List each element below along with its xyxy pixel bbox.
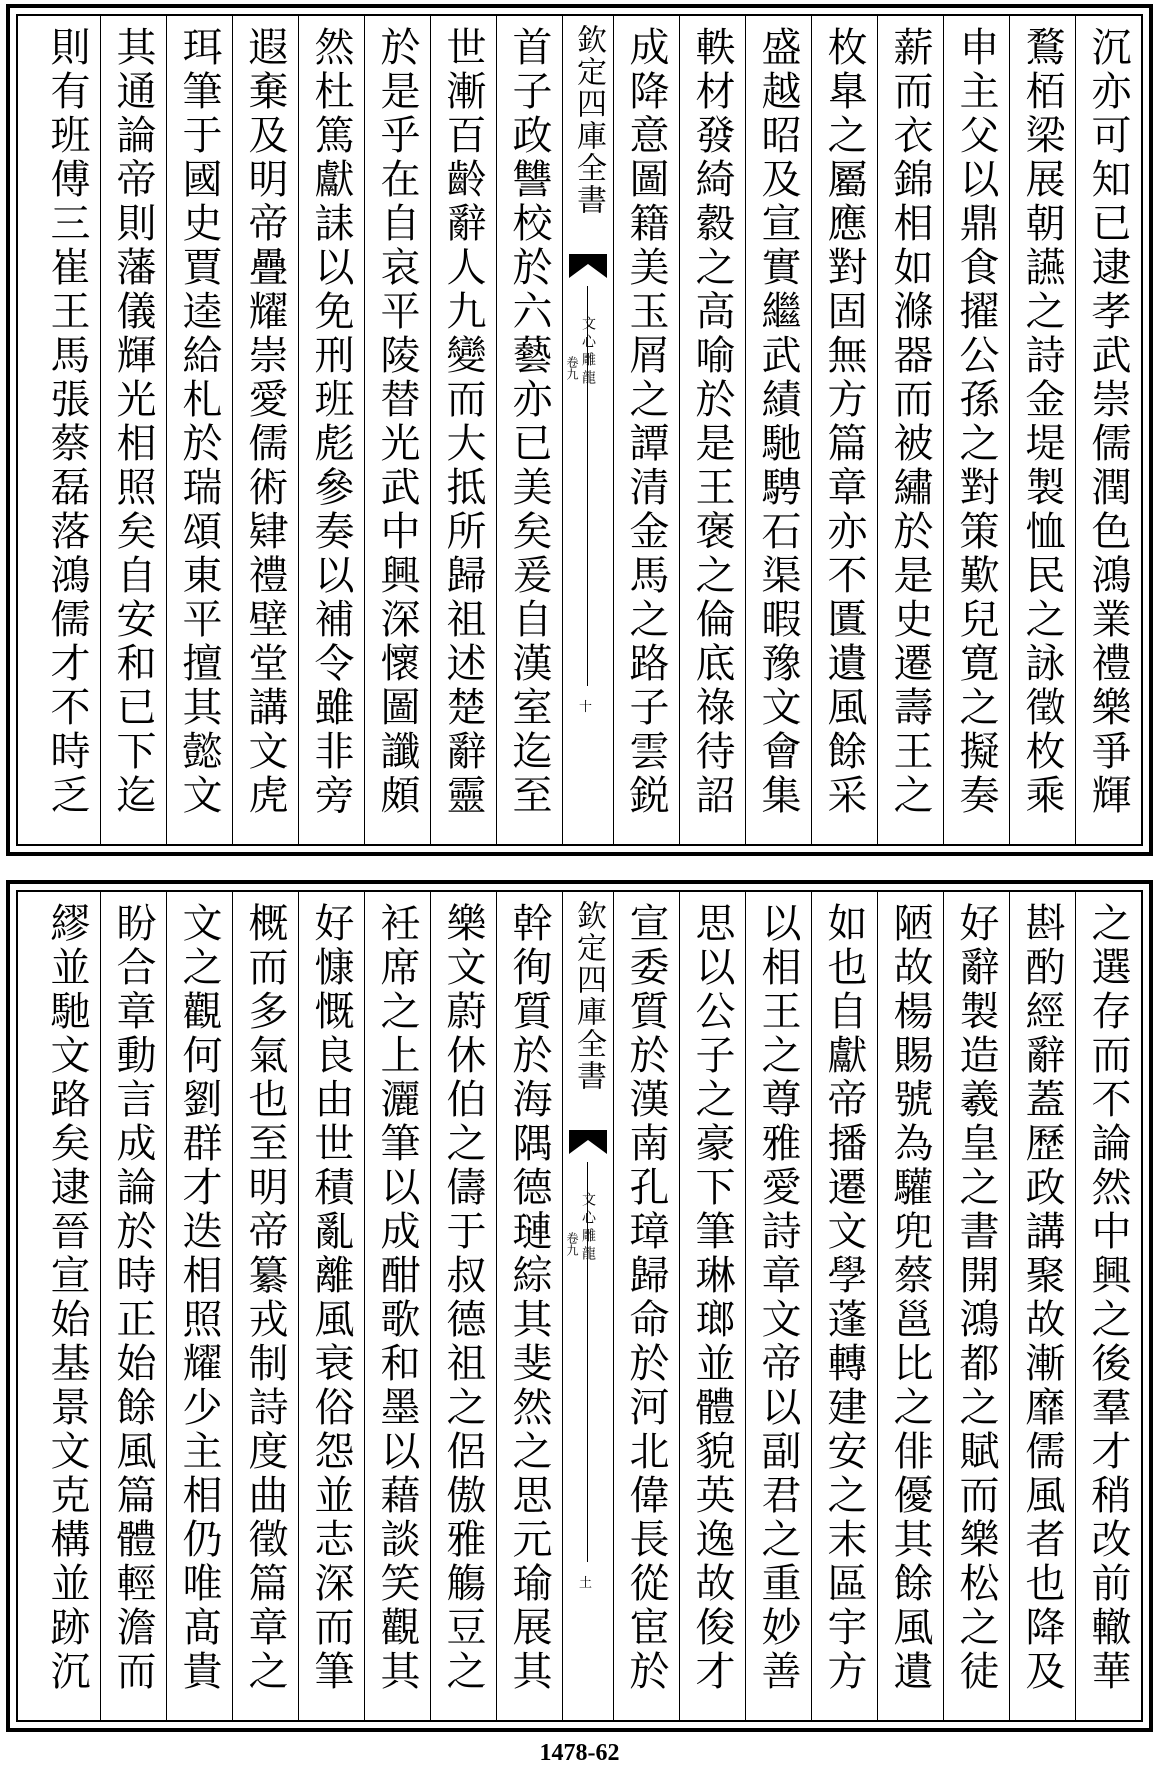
text-column: 樂文蔚休伯之儔于叔德祖之侶傲雅觴豆之: [430, 892, 496, 1720]
page-number: 土: [579, 1576, 593, 1591]
collection-title: 欽定四庫全書: [571, 900, 606, 1092]
text-column: 然杜篤獻誄以免刑班彪參奏以補令雖非旁: [298, 16, 364, 844]
text-column: 如也自獻帝播遷文學蓬轉建安之末區宇方: [811, 892, 877, 1720]
text-column: 首子政讐校於六藝亦已美矣爰自漢室迄至: [496, 16, 562, 844]
text-column: 思以公子之豪下筆琳瑯並體貌英逸故俊才: [679, 892, 745, 1720]
text-column: 鶩栢梁展朝讌之詩金堤製恤民之詠徵枚乘: [1009, 16, 1075, 844]
text-column: 沉亦可知已逮孝武崇儒潤色鴻業禮樂爭輝: [1075, 16, 1141, 844]
text-column: 文之觀何劉群才迭相照耀少主相仍唯髙貴: [166, 892, 232, 1720]
fish-tail-mark-icon: [569, 254, 607, 282]
page-frame: [16, 14, 1143, 846]
text-column: 珥筆于國史賈逵給札於瑞頌東平擅其懿文: [166, 16, 232, 844]
text-column: 盛越昭及宣實繼武績馳騁石渠暇豫文會集: [745, 16, 811, 844]
text-column: 好辭製造羲皇之書開鴻都之賦而樂松之徒: [943, 892, 1009, 1720]
page-panel-lower: [6, 880, 1153, 1732]
fish-tail-mark-icon: [569, 1130, 607, 1158]
center-margin: [562, 16, 613, 844]
text-column: 遐棄及明帝疊耀崇愛儒術肄禮壁堂講文虎: [232, 16, 298, 844]
text-columns: [18, 892, 1141, 1720]
text-column: 幹徇質於海隅德璉綜其斐然之思元瑜展其: [496, 892, 562, 1720]
text-column: 陋故楊賜號為驩兜蔡邕比之俳優其餘風遺: [877, 892, 943, 1720]
text-column: 宣委質於漢南孔璋歸命於河北偉長從宦於: [613, 892, 679, 1720]
text-column: 枚臯之屬應對固無方篇章亦不匱遺風餘采: [811, 16, 877, 844]
text-column: 世漸百齡辭人九變而大抵所歸祖述楚辭靈: [430, 16, 496, 844]
text-column: 之選存而不論然中興之後羣才稍改前轍華: [1075, 892, 1141, 1720]
text-column: 則有班傅三崔王馬張蔡磊落鴻儒才不時乏: [44, 26, 90, 818]
volume-label: 卷九: [565, 356, 579, 380]
text-column: 其通論帝則藩儀輝光相照矣自安和已下迄: [100, 16, 166, 844]
text-column: 好慷慨良由世積亂離風衰俗怨並志深而筆: [298, 892, 364, 1720]
text-column: 申主父以鼎食擢公孫之對策歎兒寛之擬奏: [943, 16, 1009, 844]
page-footer-number: 1478-62: [539, 1740, 620, 1766]
book-title: 文心雕龍: [580, 1192, 596, 1264]
text-column: 於是乎在自哀平陵替光武中興深懷圖讖頗: [364, 16, 430, 844]
text-columns: [18, 16, 1141, 844]
text-column: 盼合章動言成論於時正始餘風篇體輕澹而: [100, 892, 166, 1720]
text-column: 成降意圖籍美玉屑之譚清金馬之路子雲鋭: [613, 16, 679, 844]
text-column: 衽席之上灑筆以成酣歌和墨以藉談笑觀其: [364, 892, 430, 1720]
text-column: 斟酌經辭蓋歷政講聚故漸靡儒風者也降及: [1009, 892, 1075, 1720]
page-number: 十: [579, 700, 593, 715]
text-column: 概而多氣也至明帝纂戎制詩度曲徵篇章之: [232, 892, 298, 1720]
collection-title: 欽定四庫全書: [571, 24, 606, 216]
page-panel-upper: [6, 4, 1153, 856]
book-title: 文心雕龍: [580, 316, 596, 388]
volume-label: 卷九: [565, 1232, 579, 1256]
center-margin: [562, 892, 613, 1720]
text-column: 薪而衣錦相如滌器而被繡於是史遷壽王之: [877, 16, 943, 844]
text-column: 以相王之尊雅愛詩章文帝以副君之重妙善: [745, 892, 811, 1720]
page-frame: [16, 890, 1143, 1722]
text-column: 繆並馳文路矣逮晉宣始基景文克構並跡沉: [44, 902, 90, 1694]
text-column: 軼材發綺縠之高喻於是王褒之倫底祿待詔: [679, 16, 745, 844]
